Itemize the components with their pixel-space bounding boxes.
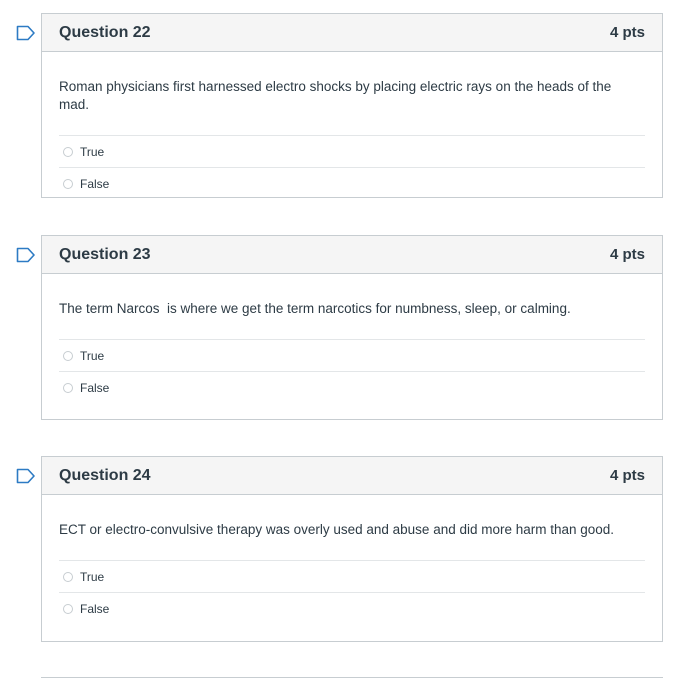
answer-false[interactable] [59,371,645,403]
question-title: Question 24 [59,466,151,484]
answer-label: True [80,144,105,159]
answer-false[interactable] [59,592,645,624]
radio-button[interactable] [63,604,73,614]
question-body [42,52,662,211]
answer-true[interactable] [59,135,645,167]
question-title: Question 22 [59,23,151,41]
question-points: 4 pts [609,467,645,484]
answer-false[interactable] [59,167,645,199]
answer-true[interactable] [59,339,645,371]
question-header [42,457,662,495]
radio-button[interactable] [63,147,73,157]
flag-question-icon[interactable] [16,247,36,263]
answer-label: True [80,569,105,584]
question-24 [41,456,663,642]
question-title: Question 23 [59,245,151,263]
radio-button[interactable] [63,572,73,582]
question-text: Roman physicians first harnessed electro shocks by placing electric rays on the heads of the mad. [59,79,612,112]
question-header [42,14,662,52]
question-points: 4 pts [609,246,645,263]
flag-question-icon[interactable] [16,25,36,41]
radio-button[interactable] [63,383,73,393]
question-23 [41,235,663,420]
answer-true[interactable] [59,560,645,592]
question-body [42,274,662,415]
question-points: 4 pts [609,24,645,41]
radio-button[interactable] [63,351,73,361]
answer-label: False [80,380,110,395]
question-text: The term Narcos is where we get the term narcotics for numbness, sleep, or calming. [59,301,571,316]
flag-question-icon[interactable] [16,468,36,484]
answer-label: True [80,348,105,363]
question-text: ECT or electro-convulsive therapy was overly used and abuse and did more harm than good. [59,522,615,537]
question-body [42,495,662,636]
radio-button[interactable] [63,179,73,189]
answer-label: False [80,176,110,191]
answer-label: False [80,601,110,616]
question-22 [41,13,663,198]
question-header [42,236,662,274]
